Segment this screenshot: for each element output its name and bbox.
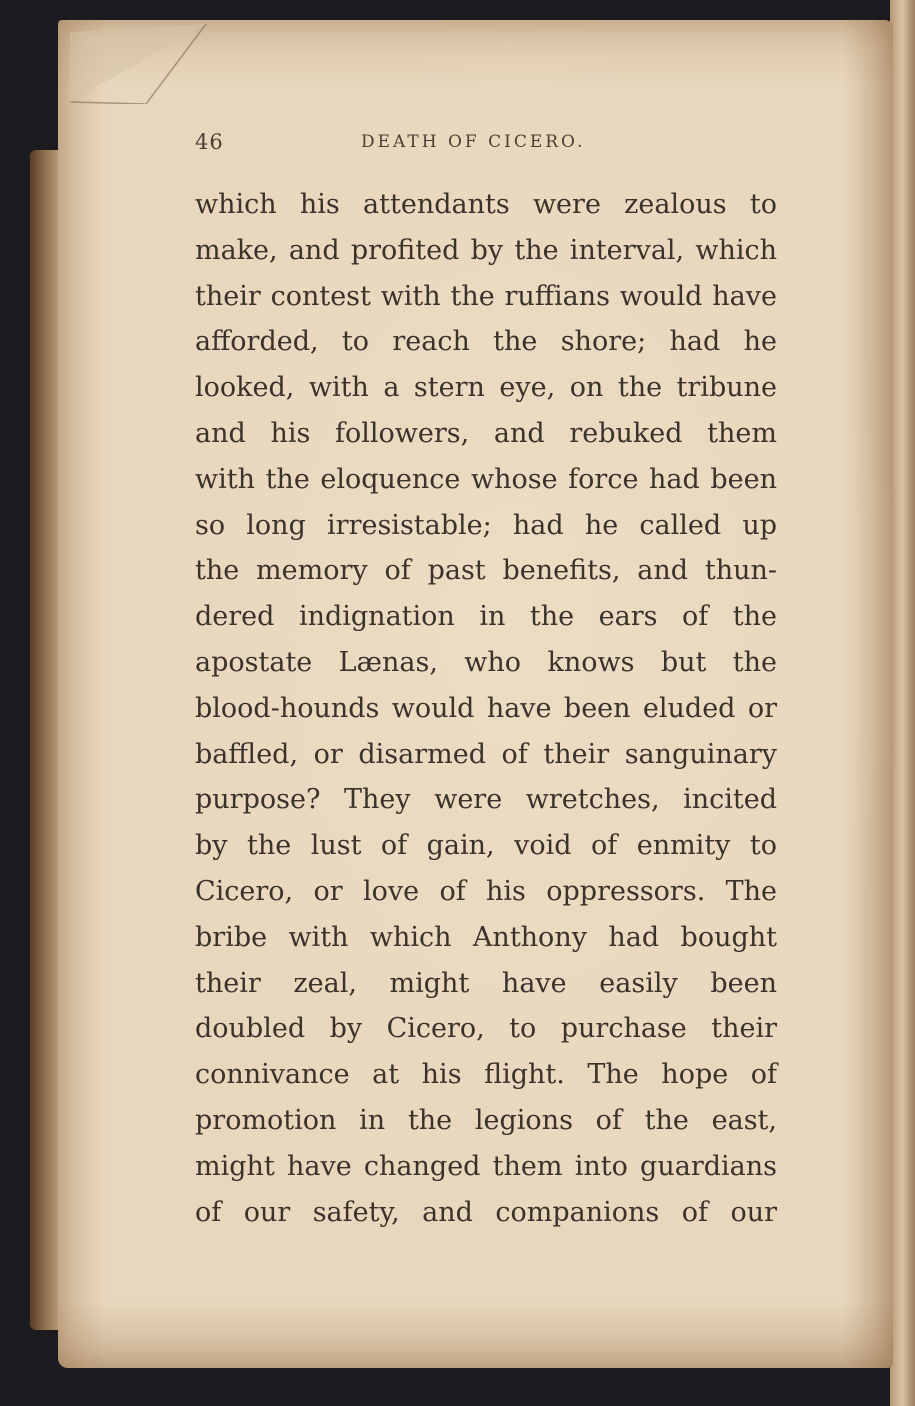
text-line: Cicero, or love of his oppressors. The <box>195 875 777 907</box>
text-line: and his followers, and rebuked them <box>195 417 777 449</box>
running-title: DEATH OF CICERO. <box>361 132 586 152</box>
text-line: purpose? They were wretches, incited <box>195 784 777 816</box>
text-line: their contest with the ruffians would have <box>195 280 777 312</box>
folded-corner-crease <box>68 22 208 104</box>
text-line: might have changed them into guardians <box>195 1150 777 1182</box>
text-line: promotion in the legions of the east, <box>195 1104 777 1136</box>
page-header <box>195 130 785 160</box>
text-line: blood-hounds would have been eluded or <box>195 692 777 724</box>
text-line: bribe with which Anthony had bought <box>195 921 777 953</box>
text-line: the memory of past benefits, and thun- <box>195 555 777 587</box>
text-line: their zeal, might have easily been <box>195 967 777 999</box>
adjacent-page-edge <box>890 0 915 1406</box>
body-text <box>195 182 777 1235</box>
text-line: by the lust of gain, void of enmity to <box>195 830 777 862</box>
text-line: dered indignation in the ears of the <box>195 601 777 633</box>
text-line: so long irresistable; had he called up <box>195 509 777 541</box>
text-line: connivance at his flight. The hope of <box>195 1059 777 1091</box>
text-line: baffled, or disarmed of their sanguinary <box>195 738 777 770</box>
text-line: of our safety, and companions of our <box>195 1196 777 1228</box>
page-number: 46 <box>195 130 224 154</box>
text-line: make, and profited by the interval, which <box>195 234 777 266</box>
text-line: apostate Lænas, who knows but the <box>195 646 777 678</box>
text-line: with the eloquence whose force had been <box>195 463 777 495</box>
text-line: afforded, to reach the shore; had he <box>195 326 777 358</box>
text-line: looked, with a stern eye, on the tribune <box>195 372 777 404</box>
text-line: doubled by Cicero, to purchase their <box>195 1013 777 1045</box>
text-line: which his attendants were zealous to <box>195 189 777 220</box>
